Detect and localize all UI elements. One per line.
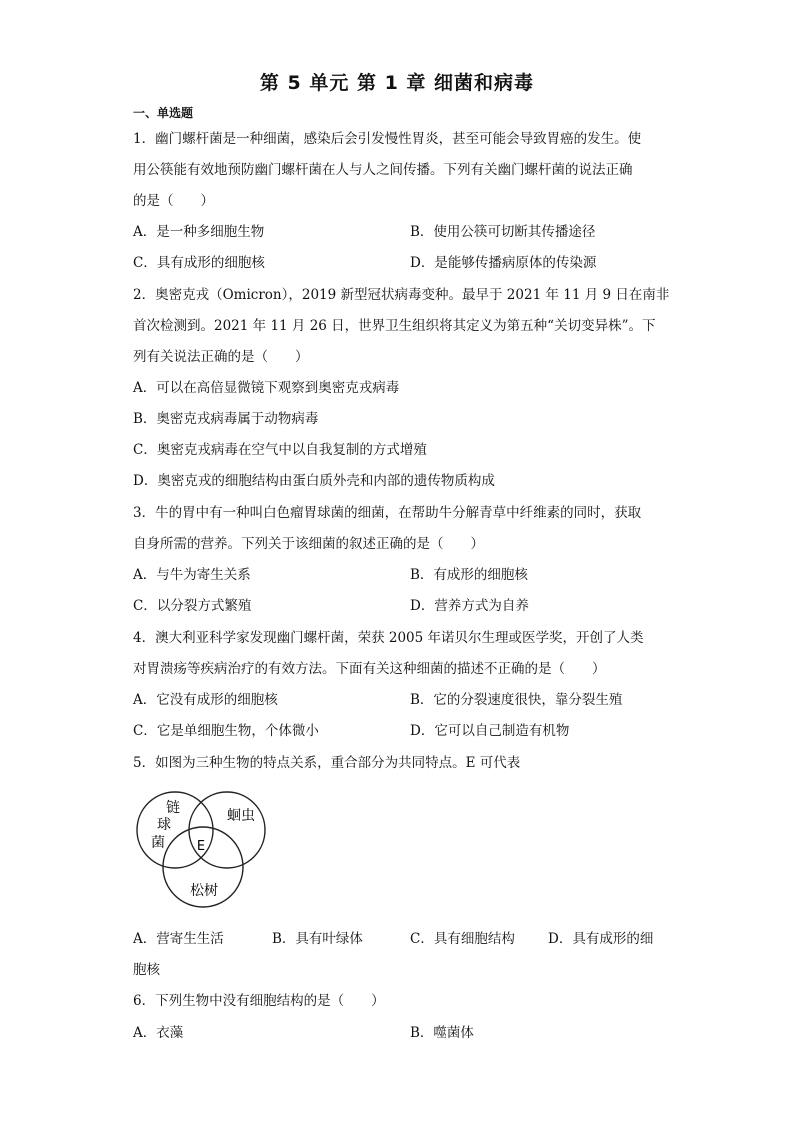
q3-stem-line-1: 3．牛的胃中有一种叫白色瘤胃球菌的细菌，在帮助牛分解青草中纤维素的同时，获取 bbox=[133, 505, 642, 521]
q2-stem-line-1: 2．奥密克戎（Omicron），2019 新型冠状病毒变种。最早于 2021 年 11 月 9 日在南非 bbox=[133, 287, 670, 303]
venn-label-streptococcus-2: 球 bbox=[157, 817, 171, 833]
q2-option-a: A．可以在高倍显微镜下观察到奥密克戎病毒 bbox=[133, 380, 400, 396]
q4-option-b: B．它的分裂速度很快，靠分裂生殖 bbox=[410, 692, 623, 708]
venn-center-label: E bbox=[196, 839, 206, 854]
q3-option-a: A．与牛为寄生关系 bbox=[133, 567, 251, 583]
venn-label-streptococcus-3: 菌 bbox=[151, 835, 165, 851]
q3-option-c: C．以分裂方式繁殖 bbox=[133, 598, 252, 614]
q3-option-b: B．有成形的细胞核 bbox=[410, 567, 528, 583]
q4-stem-line-2: 对胃溃疡等疾病治疗的有效方法。下面有关这种细菌的描述不正确的是（ ） bbox=[133, 661, 606, 677]
q3-stem-line-2: 自身所需的营养。下列关于该细菌的叙述正确的是（ ） bbox=[133, 536, 484, 552]
q2-stem-line-3: 列有关说法正确的是（ ） bbox=[133, 349, 309, 365]
q4-stem-line-1: 4．澳大利亚科学家发现幽门螺杆菌，荣获 2005 年诺贝尔生理或医学奖，开创了人类 bbox=[133, 630, 644, 646]
q1-option-d: D．是能够传播病原体的传染源 bbox=[410, 255, 597, 271]
q5-option-c: C．具有细胞结构 bbox=[410, 931, 515, 947]
venn-diagram bbox=[131, 786, 271, 908]
q6-option-a: A．衣藻 bbox=[133, 1025, 184, 1041]
q2-stem-line-2: 首次检测到。2021 年 11 月 26 日，世界卫生组织将其定义为第五种“关切变异株”。下 bbox=[133, 318, 656, 334]
q3-option-d: D．营养方式为自养 bbox=[410, 598, 529, 614]
q6-option-b: B．噬菌体 bbox=[410, 1025, 474, 1041]
q4-option-c: C．它是单细胞生物，个体微小 bbox=[133, 723, 319, 739]
q6-stem-line-1: 6．下列生物中没有细胞结构的是（ ） bbox=[133, 993, 385, 1009]
q4-option-a: A．它没有成形的细胞核 bbox=[133, 692, 278, 708]
q1-stem-line-1: 1．幽门螺杆菌是一种细菌，感染后会引发慢性胃炎，甚至可能会导致胃癌的发生。使 bbox=[133, 131, 642, 147]
venn-circle-roundworm bbox=[189, 792, 265, 868]
venn-label-streptococcus-1: 链 bbox=[166, 800, 180, 816]
q2-option-c: C．奥密克戎病毒在空气中以自我复制的方式增殖 bbox=[133, 442, 427, 458]
venn-label-pine: 松树 bbox=[190, 883, 218, 899]
q5-option-d-continued: 胞核 bbox=[133, 962, 160, 978]
q5-stem-line-1: 5．如图为三种生物的特点关系，重合部分为共同特点。E 可代表 bbox=[133, 755, 521, 771]
q5-option-b: B．具有叶绿体 bbox=[272, 931, 363, 947]
q5-option-a: A．营寄生生活 bbox=[133, 931, 224, 947]
venn-label-roundworm: 蛔虫 bbox=[227, 808, 255, 824]
q2-option-b: B．奥密克戎病毒属于动物病毒 bbox=[133, 411, 319, 427]
q5-option-d: D．具有成形的细 bbox=[548, 931, 654, 947]
section-heading: 一、单选题 bbox=[133, 106, 194, 120]
q1-option-a: A．是一种多细胞生物 bbox=[133, 224, 265, 240]
q1-option-c: C．具有成形的细胞核 bbox=[133, 255, 265, 271]
q1-stem-line-3: 的是（ ） bbox=[133, 193, 214, 209]
q1-option-b: B．使用公筷可切断其传播途径 bbox=[410, 224, 596, 240]
q4-option-d: D．它可以自己制造有机物 bbox=[410, 723, 570, 739]
q2-option-d: D．奥密克戎的细胞结构由蛋白质外壳和内部的遗传物质构成 bbox=[133, 473, 495, 489]
page-title: 第 5 单元 第 1 章 细菌和病毒 bbox=[259, 72, 535, 94]
q1-stem-line-2: 用公筷能有效地预防幽门螺杆菌在人与人之间传播。下列有关幽门螺杆菌的说法正确 bbox=[133, 162, 633, 178]
